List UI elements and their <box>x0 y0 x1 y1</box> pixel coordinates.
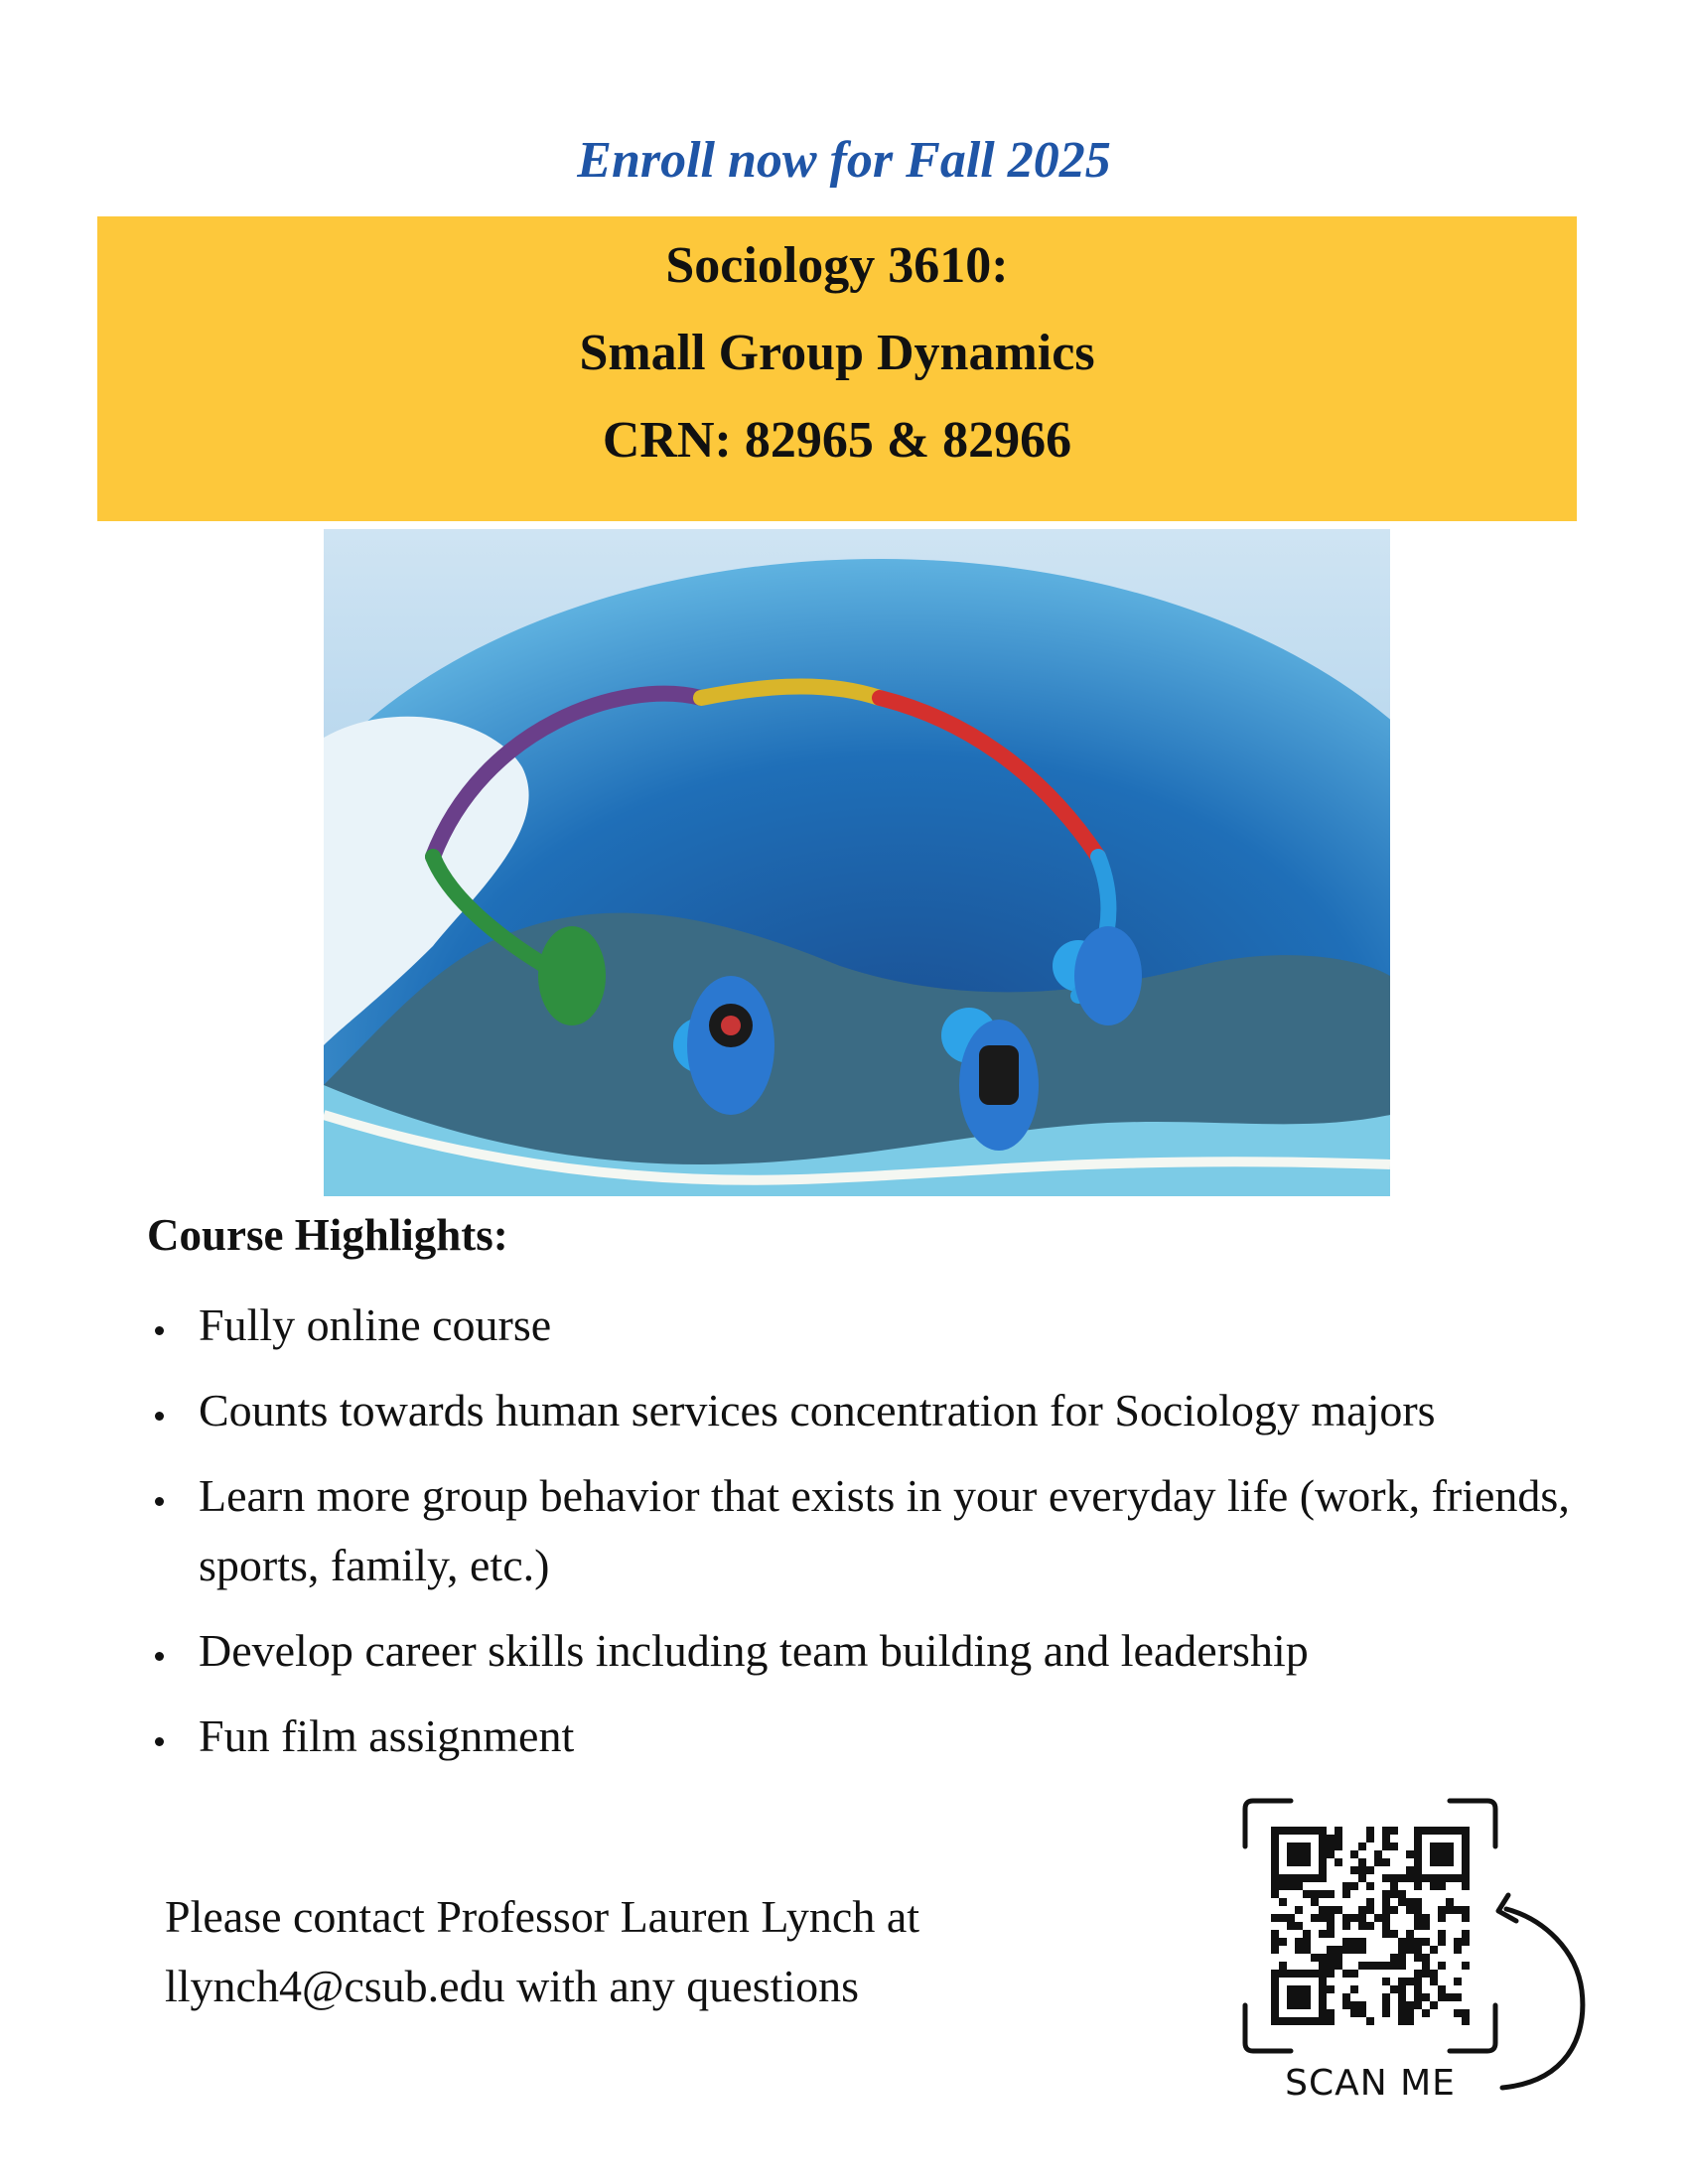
course-crn: CRN: 82965 & 82966 <box>602 412 1072 469</box>
course-title: Small Group Dynamics <box>579 325 1095 381</box>
qr-code[interactable] <box>1241 1797 1499 2055</box>
scan-me-label: SCAN ME <box>1285 2063 1456 2104</box>
list-item: Fully online course <box>147 1291 1577 1360</box>
enroll-heading: Enroll now for Fall 2025 <box>577 132 1111 189</box>
contact-email-line[interactable]: llynch4@csub.edu with any questions <box>165 1961 860 2011</box>
course-banner <box>97 216 1577 521</box>
course-number: Sociology 3610: <box>665 237 1009 294</box>
contact-info <box>165 1882 1158 2021</box>
list-item: Counts towards human services concentration for Sociology majors <box>147 1376 1577 1445</box>
curved-arrow-icon <box>1484 1891 1594 2110</box>
list-item: Fun film assignment <box>147 1702 1577 1771</box>
list-item: Learn more group behavior that exists in your everyday life (work, friends, sports, family, etc.) <box>147 1461 1577 1600</box>
skydivers-photo <box>324 529 1390 1196</box>
list-item: Develop career skills including team building and leadership <box>147 1616 1577 1686</box>
highlights-title: Course Highlights: <box>147 1210 508 1260</box>
contact-line-1: Please contact Professor Lauren Lynch at <box>165 1891 920 1942</box>
highlights-list <box>147 1291 1577 1787</box>
